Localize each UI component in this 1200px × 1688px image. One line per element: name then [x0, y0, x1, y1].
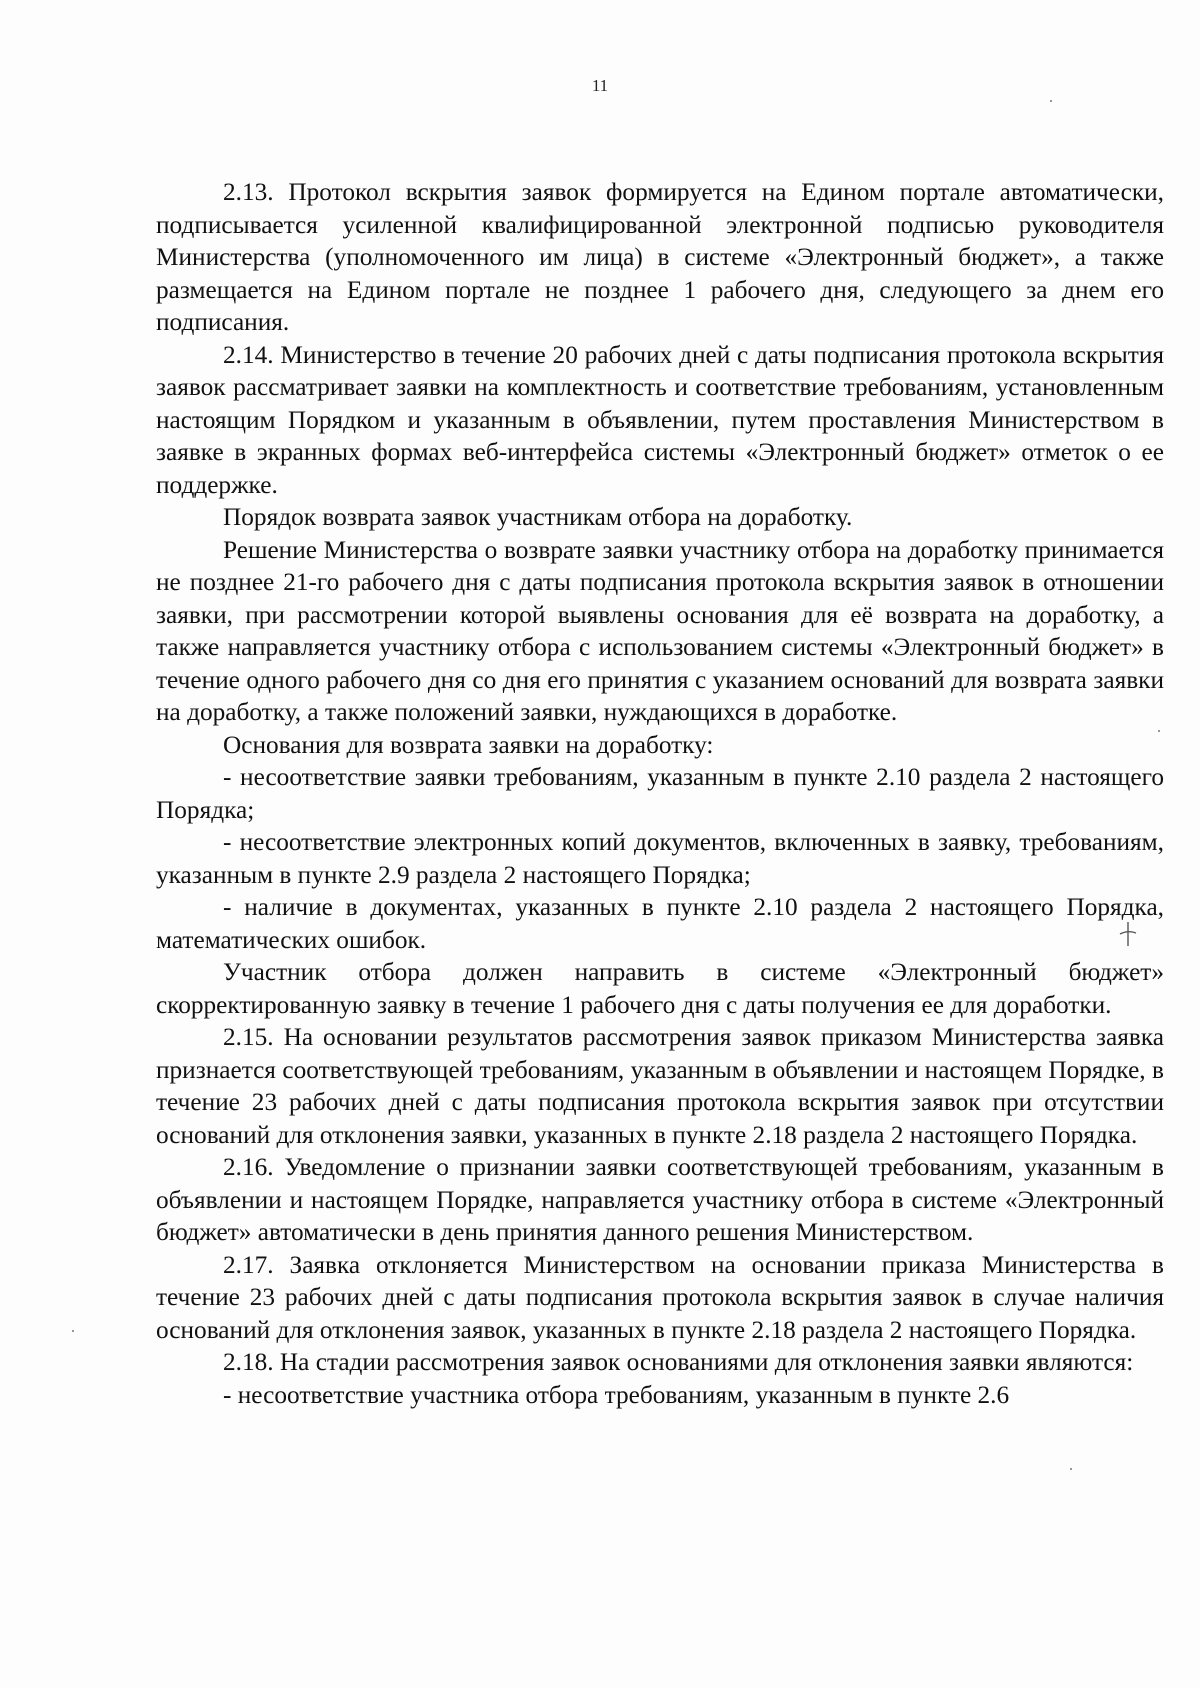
clause-2-17: 2.17. Заявка отклоняется Министерством на основании приказа Министерства в течение 23 рабочих дней с даты подписания протокола вскрытия заявок в случае наличия оснований для отклонения заявок, указанных в пункте 2.18 раздела 2 настоящего Порядка.	[156, 1250, 1164, 1344]
scan-speck	[1070, 1468, 1072, 1470]
return-grounds-intro: Основания для возврата заявки на доработку:	[223, 730, 714, 759]
rejection-ground-item: - несоответствие участника отбора требованиям, указанным в пункте 2.6	[223, 1380, 1010, 1409]
clause-2-16: 2.16. Уведомление о признании заявки соответствующей требованиям, указанным в объявлении и настоящем Порядке, направляется участнику отбора в системе «Электронный бюджет» автоматически в день принятия данного решения Министерством.	[156, 1153, 1164, 1246]
scan-speck	[1158, 730, 1160, 732]
clause-2-14: 2.14. Министерство в течение 20 рабочих дней с даты подписания протокола вскрытия заявок рассматривает заявки на комплектность и соответствие требованиям, установленным настоящим Порядком и указанным в объявлении, путем проставления Министерством в заявке в экранных формах веб-интерфейса системы «Электронный бюджет» отметок о ее поддержке.	[156, 340, 1164, 499]
resubmission-paragraph: Участник отбора должен направить в системе «Электронный бюджет» скорректированную заявку в течение 1 рабочего дня с даты получения ее для доработки.	[156, 958, 1164, 1019]
document-body	[156, 176, 1164, 1411]
return-ground-item: - несоответствие заявки требованиям, указанным в пункте 2.10 раздела 2 настоящего Порядка;	[156, 763, 1164, 824]
return-procedure-heading: Порядок возврата заявок участникам отбора на доработку.	[223, 503, 853, 531]
clause-2-13: 2.13. Протокол вскрытия заявок формируется на Едином портале автоматически, подписывается усиленной квалифицированной электронной подписью руководителя Министерства (уполномоченного им лица) в системе «Электронный бюджет», а также размещается на Едином портале не позднее 1 рабочего дня, следующего за днем его подписания.	[156, 178, 1164, 336]
return-ground-item: - несоответствие электронных копий документов, включенных в заявку, требованиям, указанным в пункте 2.9 раздела 2 настоящего Порядка;	[156, 828, 1164, 889]
margin-correction-mark	[1117, 920, 1139, 948]
page-number: 11	[591, 76, 609, 95]
clause-2-15: 2.15. На основании результатов рассмотрения заявок приказом Министерства заявка признается соответствующей требованиям, указанным в объявлении и настоящем Порядке, в течение 23 рабочих дней с даты подписания протокола вскрытия заявок при отсутствии оснований для отклонения заявки, указанных в пункте 2.18 раздела 2 настоящего Порядка.	[156, 1023, 1164, 1149]
clause-2-18: 2.18. На стадии рассмотрения заявок основаниями для отклонения заявки являются:	[223, 1348, 1134, 1376]
scan-speck	[1050, 100, 1052, 102]
return-decision-paragraph: Решение Министерства о возврате заявки участнику отбора на доработку принимается не позднее 21-го рабочего дня с даты подписания протокола вскрытия заявок в отношении заявки, при рассмотрении которой выявлены основания для её возврата на доработку, а также направляется участнику отбора с использованием системы «Электронный бюджет» в течение одного рабочего дня со дня его принятия с указанием оснований для возврата заявки на доработку, а также положений заявки, нуждающихся в доработке.	[156, 535, 1164, 726]
return-ground-item: - наличие в документах, указанных в пункте 2.10 раздела 2 настоящего Порядка, математических ошибок.	[156, 893, 1164, 954]
scan-speck	[72, 1330, 74, 1332]
